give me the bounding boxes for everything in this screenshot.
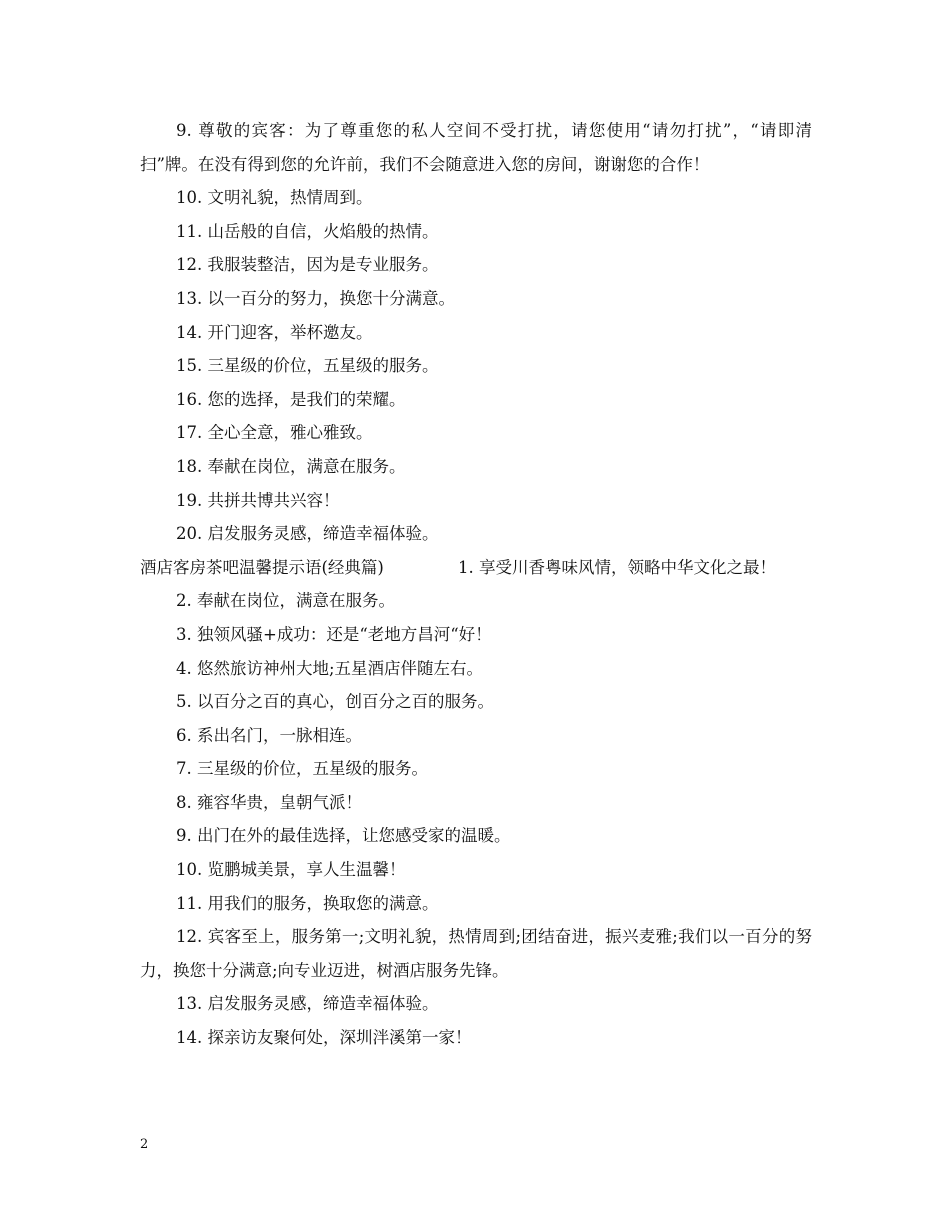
list-item: 17. 全心全意，雅心雅致。: [176, 423, 373, 443]
list-item: 7. 三星级的价位，五星级的服务。: [176, 759, 428, 779]
list-item: 19. 共拼共博共兴容！: [176, 490, 340, 510]
list-item: 14. 探亲访友聚何处，深圳泮溪第一家！: [176, 1028, 472, 1048]
list-item: 2. 奉献在岗位，满意在服务。: [176, 591, 395, 611]
list-item: 13. 启发服务灵感，缔造幸福体验。: [176, 994, 439, 1014]
list-item: 3. 独领风骚+成功：还是“老地方昌河“好！: [176, 624, 492, 644]
list-item: 11. 用我们的服务，换取您的满意。: [176, 893, 439, 913]
document-body: [140, 114, 812, 1055]
list-item: 16. 您的选择，是我们的荣耀。: [176, 389, 406, 409]
list-item: 4. 悠然旅访神州大地;五星酒店伴随左右。: [176, 658, 484, 678]
list-item: 13. 以一百分的努力，换您十分满意。: [176, 288, 455, 308]
list-item: 15. 三星级的价位，五星级的服务。: [176, 356, 439, 376]
list-item: 14. 开门迎客，举杯邀友。: [176, 322, 373, 342]
list-item: 9. 尊敬的宾客：为了尊重您的私人空间不受打扰，请您使用“请勿打扰”，“请即清扫”牌。在没有得到您的允许前，我们不会随意进入您的房间，谢谢您的合作！: [140, 121, 812, 174]
list-item: 20. 启发服务灵感，缔造幸福体验。: [176, 524, 439, 544]
list-item: 10. 览鹏城美景，享人生温馨！: [176, 860, 406, 880]
list-item: 5. 以百分之百的真心，创百分之百的服务。: [176, 692, 494, 712]
list-item: 8. 雍容华贵，皇朝气派！: [176, 792, 362, 812]
list-item: 18. 奉献在岗位，满意在服务。: [176, 456, 406, 476]
list-item: 11. 山岳般的自信，火焰般的热情。: [176, 221, 439, 241]
section-title: 酒店客房茶吧温馨提示语(经典篇): [140, 557, 384, 577]
list-item: 10. 文明礼貌，热情周到。: [176, 188, 373, 208]
list-item: 1. 享受川香粤味风情，领略中华文化之最！: [458, 557, 776, 577]
list-item: 12. 我服装整洁，因为是专业服务。: [176, 255, 439, 275]
list-item: 9. 出门在外的最佳选择，让您感受家的温暖。: [176, 826, 511, 846]
section-heading-line: [140, 551, 812, 585]
list-item: 6. 系出名门，一脉相连。: [176, 725, 362, 745]
list-item: 12. 宾客至上，服务第一;文明礼貌，热情周到;团结奋进，振兴麦雅;我们以一百分的努力，换您十分满意;向专业迈进，树酒店服务先锋。: [140, 927, 812, 980]
page-number: 2: [140, 1137, 149, 1152]
